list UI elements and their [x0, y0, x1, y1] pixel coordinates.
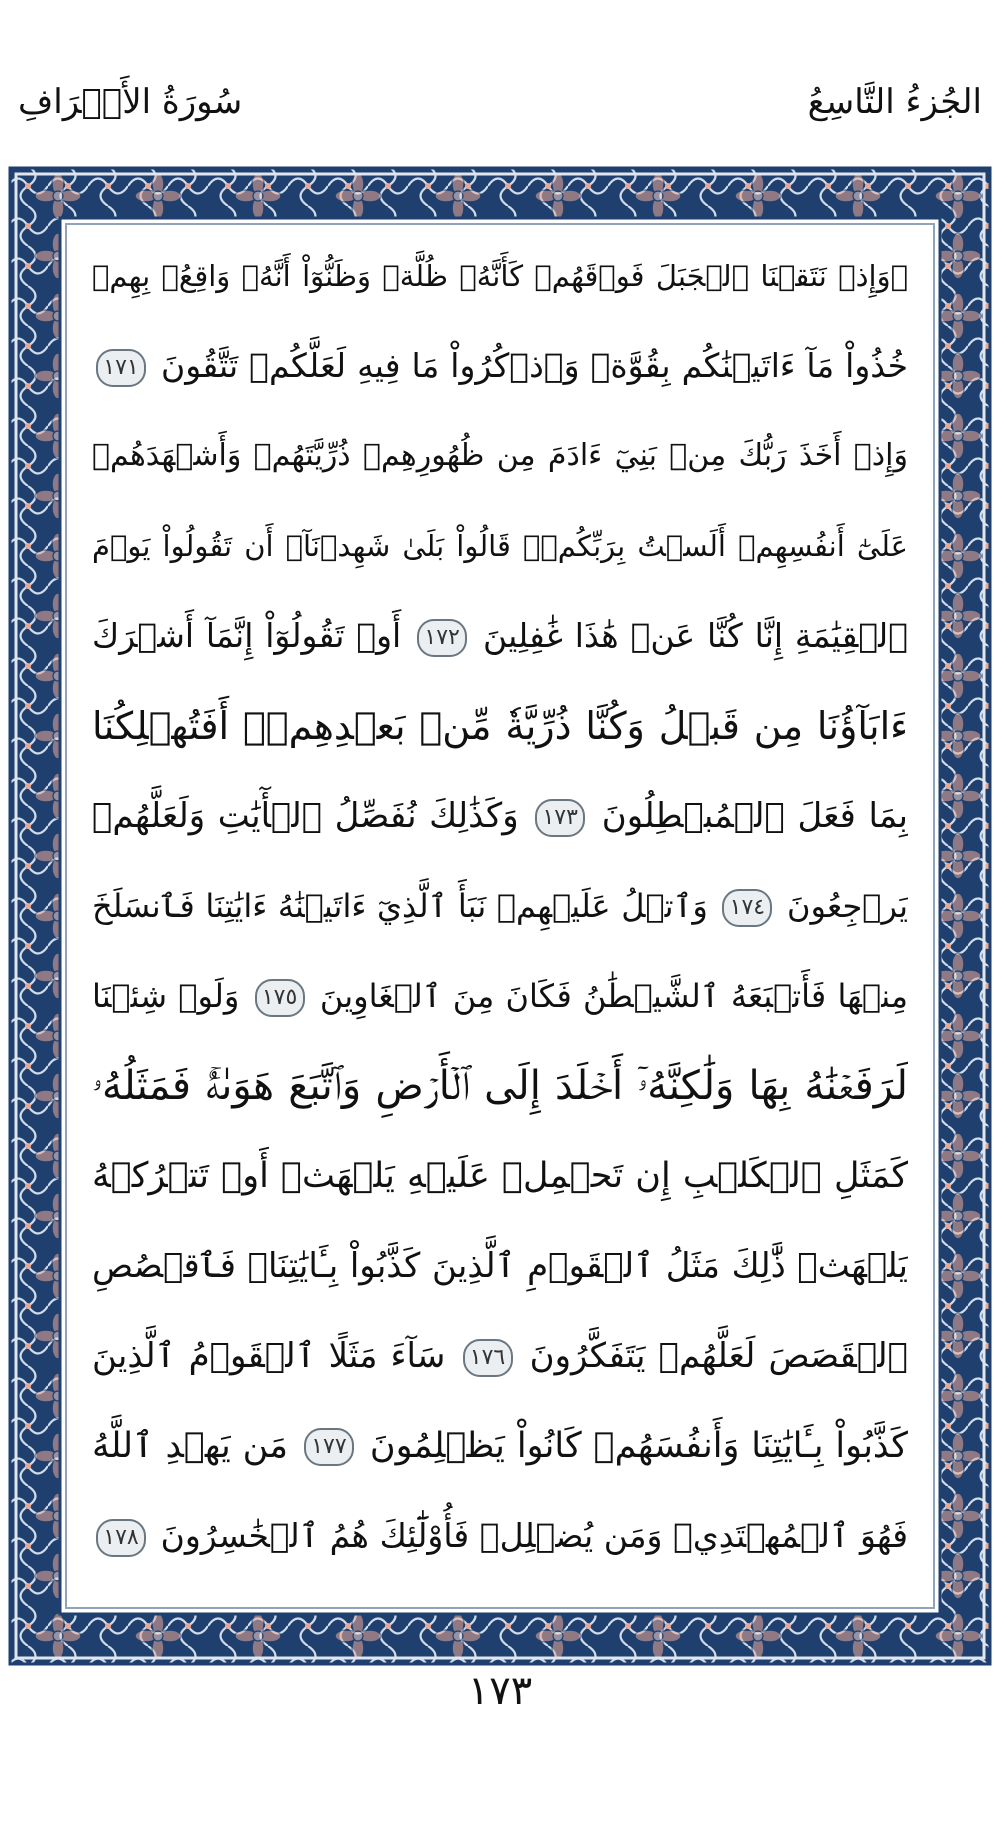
- ayah-number-marker: ١٧٧: [304, 1428, 354, 1466]
- verse-line: فَهُوَ ٱلۡمُهۡتَدِيۖ وَمَن يُضۡلِلۡ فَأُوْلَٰٓئِكَ هُمُ ٱلۡخَٰسِرُونَ ١٧٨: [92, 1492, 908, 1580]
- verse-line: لَرَفَعۡنَٰهُ بِهَا وَلَٰكِنَّهُۥٓ أَخۡلَدَ إِلَى ٱلۡأَرۡضِ وَٱتَّبَعَ هَوَىٰهُۚ فَمَثَلُهُۥ: [92, 1063, 908, 1109]
- verse-line: كَذَّبُواْ بِـَٔايَٰتِنَا وَأَنفُسَهُمۡ كَانُواْ يَظۡلِمُونَ ١٧٧ مَن يَهۡدِ ٱللَّهُ: [92, 1426, 908, 1466]
- ayah-number-marker: ١٧٥: [255, 979, 305, 1017]
- page-number: ١٧٣: [467, 1668, 533, 1714]
- verse-line: خُذُواْ مَآ ءَاتَيۡنَٰكُم بِقُوَّةٖ وَٱذۡكُرُواْ مَا فِيهِ لَعَلَّكُمۡ تَتَّقُونَ ١٧١: [92, 322, 908, 410]
- ayah-number-marker: ١٧٤: [722, 889, 772, 927]
- verse-line: ءَابَآؤُنَا مِن قَبۡلُ وَكُنَّا ذُرِّيَّةٗ مِّنۢ بَعۡدِهِمۡۖ أَفَتُهۡلِكُنَا: [92, 704, 908, 748]
- verse-line: يَرۡجِعُونَ ١٧٤ وَٱتۡلُ عَلَيۡهِمۡ نَبَأَ ٱلَّذِيٓ ءَاتَيۡنَٰهُ ءَايَٰتِنَا فَٱنسَلَخَ: [92, 887, 908, 925]
- verse-line: بِمَا فَعَلَ ٱلۡمُبۡطِلُونَ ١٧٣ وَكَذَٰلِكَ نُفَصِّلُ ٱلۡأٓيَٰتِ وَلَعَلَّهُمۡ: [92, 796, 908, 836]
- ayah-number-marker: ١٧٨: [96, 1519, 146, 1557]
- verse-line: يَلۡهَثۚ ذَّٰلِكَ مَثَلُ ٱلۡقَوۡمِ ٱلَّذِينَ كَذَّبُواْ بِـَٔايَٰتِنَاۚ فَٱقۡصُصِ: [92, 1246, 908, 1286]
- verse-line: عَلَىٰٓ أَنفُسِهِمۡ أَلَسۡتُ بِرَبِّكُمۡۖ قَالُواْ بَلَىٰ شَهِدۡنَآۚ أَن تَقُولُواْ يَوۡمَ: [92, 529, 908, 563]
- ayah-number-marker: ١٧٦: [463, 1339, 513, 1377]
- ayah-number-marker: ١٧٢: [417, 619, 467, 657]
- text-panel: [72, 232, 928, 1599]
- ayah-number-marker: ١٧٣: [535, 799, 585, 837]
- verse-line: مِنۡهَا فَأَتۡبَعَهُ ٱلشَّيۡطَٰنُ فَكَانَ مِنَ ٱلۡغَاوِينَ ١٧٥ وَلَوۡ شِئۡنَا: [92, 977, 908, 1015]
- verse-line: وَإِذۡ أَخَذَ رَبُّكَ مِنۢ بَنِيٓ ءَادَمَ مِن ظُهُورِهِمۡ ذُرِّيَّتَهُمۡ وَأَشۡهَدَهُمۡ: [92, 438, 908, 473]
- verse-line: كَمَثَلِ ٱلۡكَلۡبِ إِن تَحۡمِلۡ عَلَيۡهِ يَلۡهَثۡ أَوۡ تَتۡرُكۡهُ: [92, 1156, 908, 1196]
- verse-line: ۞وَإِذۡ نَتَقۡنَا ٱلۡجَبَلَ فَوۡقَهُمۡ كَأَنَّهُۥ ظُلَّةٞ وَظَنُّوٓاْ أَنَّهُۥ وَاقِعُۢ بِهِمۡ: [92, 259, 908, 293]
- ayah-number-marker: ١٧١: [96, 349, 146, 387]
- surah-title: سُورَةُ الأَعۡرَافِ: [18, 82, 243, 122]
- verse-line: ٱلۡقِيَٰمَةِ إِنَّا كُنَّا عَنۡ هَٰذَا غَٰفِلِينَ ١٧٢ أَوۡ تَقُولُوٓاْ إِنَّمَآ أَشۡرَكَ: [92, 616, 908, 655]
- verse-line: ٱلۡقَصَصَ لَعَلَّهُمۡ يَتَفَكَّرُونَ ١٧٦ سَآءَ مَثَلًا ٱلۡقَوۡمُ ٱلَّذِينَ: [92, 1336, 908, 1376]
- juz-title: الجُزءُ التَّاسِعُ: [807, 82, 982, 122]
- page-header: [0, 0, 1000, 160]
